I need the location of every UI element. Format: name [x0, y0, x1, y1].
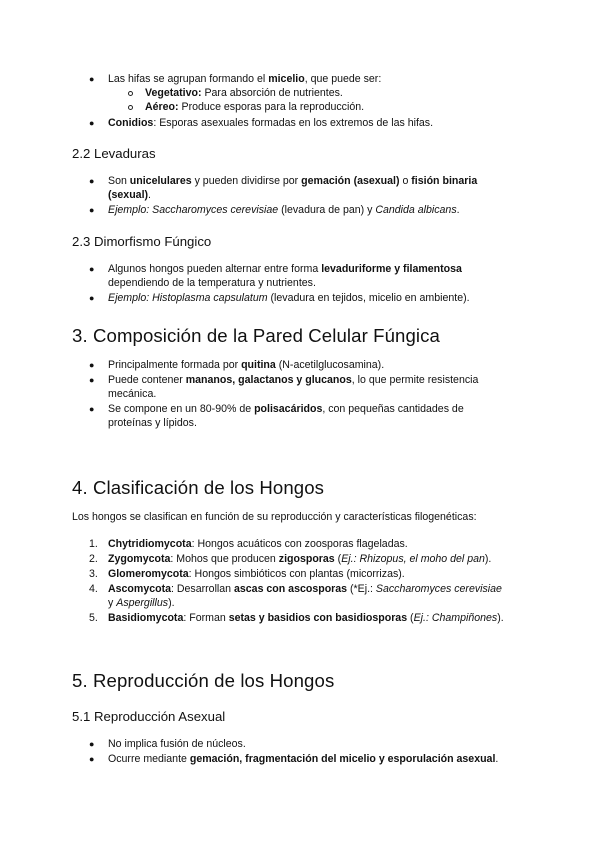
text: (N-acetilglucosamina). — [275, 359, 385, 371]
text: ( — [334, 553, 342, 565]
levaduras-bullet-1-cont — [108, 188, 151, 202]
text: : Esporas asexuales formadas en los extremos de las hifas. — [153, 117, 434, 129]
text: Puede contener — [108, 374, 186, 386]
heading-dimorfismo: 2.3 Dimorfismo Fúngico — [72, 234, 212, 249]
text: , que puede ser: — [304, 73, 382, 85]
hifas-sub-aereo — [145, 100, 364, 114]
dimorfismo-bullet-1-cont: dependiendo de la temperatura y nutrientes. — [108, 277, 316, 289]
text-bold: gemación, fragmentación del micelio y esporulación asexual — [189, 753, 496, 765]
text-bold: quitina — [241, 359, 276, 371]
dimorfismo-bullet-1 — [108, 262, 462, 276]
text-bold: (sexual) — [108, 189, 149, 201]
text-bold: Glomeromycota — [108, 568, 189, 580]
bullet-dot: ● — [89, 293, 95, 303]
text: ). — [497, 612, 504, 624]
text: : Desarrollan — [171, 583, 234, 595]
reproduccion-bullet-1: No implica fusión de núcleos. — [108, 738, 246, 750]
text: (levadura en tejidos, micelio en ambiente). — [267, 292, 470, 304]
bullet-dot: ● — [89, 360, 95, 370]
clasificacion-item-2 — [108, 552, 491, 566]
text: Ocurre mediante — [108, 753, 190, 765]
clasificacion-item-1 — [108, 537, 408, 551]
pared-bullet-2 — [108, 373, 478, 387]
text-bold: fisión binaria — [411, 175, 478, 187]
heading-reproduccion-asexual: 5.1 Reproducción Asexual — [72, 709, 226, 724]
text-bold: Conidios — [108, 117, 154, 129]
bullet-dot: ● — [89, 205, 95, 215]
list-number: 2. — [89, 553, 98, 565]
text: Se compone en un 80-90% de — [108, 403, 255, 415]
heading-reproduccion: 5. Reproducción de los Hongos — [72, 670, 335, 691]
pared-bullet-3 — [108, 402, 464, 416]
text-italic: Candida albicans — [375, 204, 457, 216]
text-italic: Ej.: Rhizopus, el moho del pan — [341, 553, 485, 565]
text-bold: zigosporas — [278, 553, 335, 565]
hifas-intro — [108, 72, 381, 86]
bullet-dot: ● — [89, 74, 95, 84]
text: Las hifas se agrupan formando el — [108, 73, 269, 85]
text-bold: micelio — [268, 73, 305, 85]
list-number: 1. — [89, 538, 98, 550]
clasificacion-item-3 — [108, 567, 405, 581]
text: . — [148, 189, 151, 201]
text-bold: unicelulares — [129, 175, 192, 187]
text-bold: Zygomycota — [108, 553, 171, 565]
clasificacion-item-4 — [108, 582, 502, 596]
text: , lo que permite resistencia — [351, 374, 479, 386]
text-italic: Saccharomyces cerevisiae — [375, 583, 502, 595]
text-bold: Basidiomycota — [108, 612, 184, 624]
text: . — [456, 204, 460, 216]
list-number: 3. — [89, 568, 98, 580]
text: : Forman — [183, 612, 229, 624]
text: Para absorción de nutrientes. — [201, 87, 343, 99]
text-bold: gemación (asexual) — [301, 175, 400, 187]
text: , con pequeñas cantidades de — [322, 403, 464, 415]
bullet-dot: ● — [89, 118, 95, 128]
text-bold: polisacáridos — [254, 403, 323, 415]
clasificacion-item-4-cont — [108, 596, 175, 610]
text: ). — [484, 553, 492, 565]
clasificacion-intro: Los hongos se clasifican en función de su reproducción y características filogenéticas: — [72, 511, 477, 523]
text-bold: Aéreo: — [145, 101, 179, 113]
heading-clasificacion: 4. Clasificación de los Hongos — [72, 477, 325, 498]
text: : Hongos acuáticos con zoosporas flageladas. — [191, 538, 408, 550]
text-italic: Ejemplo: Saccharomyces cerevisiae — [108, 204, 279, 216]
text-italic: Ejemplo: Histoplasma capsulatum — [108, 292, 268, 304]
pared-bullet-1 — [108, 358, 384, 372]
text-italic: Aspergillus — [116, 597, 169, 609]
clasificacion-item-5 — [108, 611, 504, 625]
text-bold: Ascomycota — [108, 583, 171, 595]
text-bold: ascas con ascosporas — [234, 583, 348, 595]
dimorfismo-bullet-2 — [108, 291, 470, 305]
pared-bullet-3-cont: proteínas y lípidos. — [108, 417, 197, 429]
levaduras-bullet-1 — [108, 174, 477, 188]
text: Produce esporas para la reproducción. — [178, 101, 365, 113]
text: o — [399, 175, 412, 187]
bullet-dot: ● — [89, 754, 95, 764]
bullet-dot: ● — [89, 176, 95, 186]
conidios-item — [108, 116, 433, 130]
text: Principalmente formada por — [108, 359, 242, 371]
bullet-dot: ● — [89, 404, 95, 414]
text-bold: levaduriforme y filamentosa — [321, 263, 462, 275]
text-bold: Vegetativo: — [145, 87, 202, 99]
levaduras-bullet-2 — [108, 203, 460, 217]
text: . — [495, 753, 499, 765]
text: ( — [407, 612, 414, 624]
bullet-dot: ● — [89, 739, 95, 749]
text: Algunos hongos pueden alternar entre forma — [108, 263, 322, 275]
reproduccion-bullet-2 — [108, 752, 498, 766]
text: ). — [168, 597, 175, 609]
list-number: 4. — [89, 583, 98, 595]
text: (levadura de pan) y — [278, 204, 376, 216]
hifas-sub-vegetativo — [145, 86, 343, 100]
text: y pueden dividirse por — [191, 175, 302, 187]
text: y — [108, 597, 117, 609]
text-italic: Ej.: Champiñones — [413, 612, 498, 624]
pared-bullet-2-cont: mecánica. — [108, 388, 157, 400]
text-bold: mananos, galactanos y glucanos — [185, 374, 352, 386]
heading-levaduras: 2.2 Levaduras — [72, 146, 156, 161]
bullet-dot: ● — [89, 264, 95, 274]
heading-pared-celular: 3. Composición de la Pared Celular Fúngica — [72, 325, 441, 346]
text-bold: Chytridiomycota — [108, 538, 192, 550]
bullet-circle — [128, 91, 133, 96]
list-number: 5. — [89, 612, 98, 624]
bullet-dot: ● — [89, 375, 95, 385]
text: (*Ej.: — [347, 583, 376, 595]
text: : Hongos simbióticos con plantas (micorrizas). — [188, 568, 405, 580]
text: : Mohos que producen — [170, 553, 279, 565]
text: Son — [108, 175, 130, 187]
bullet-circle — [128, 105, 133, 110]
text-bold: setas y basidios con basidiosporas — [228, 612, 408, 624]
